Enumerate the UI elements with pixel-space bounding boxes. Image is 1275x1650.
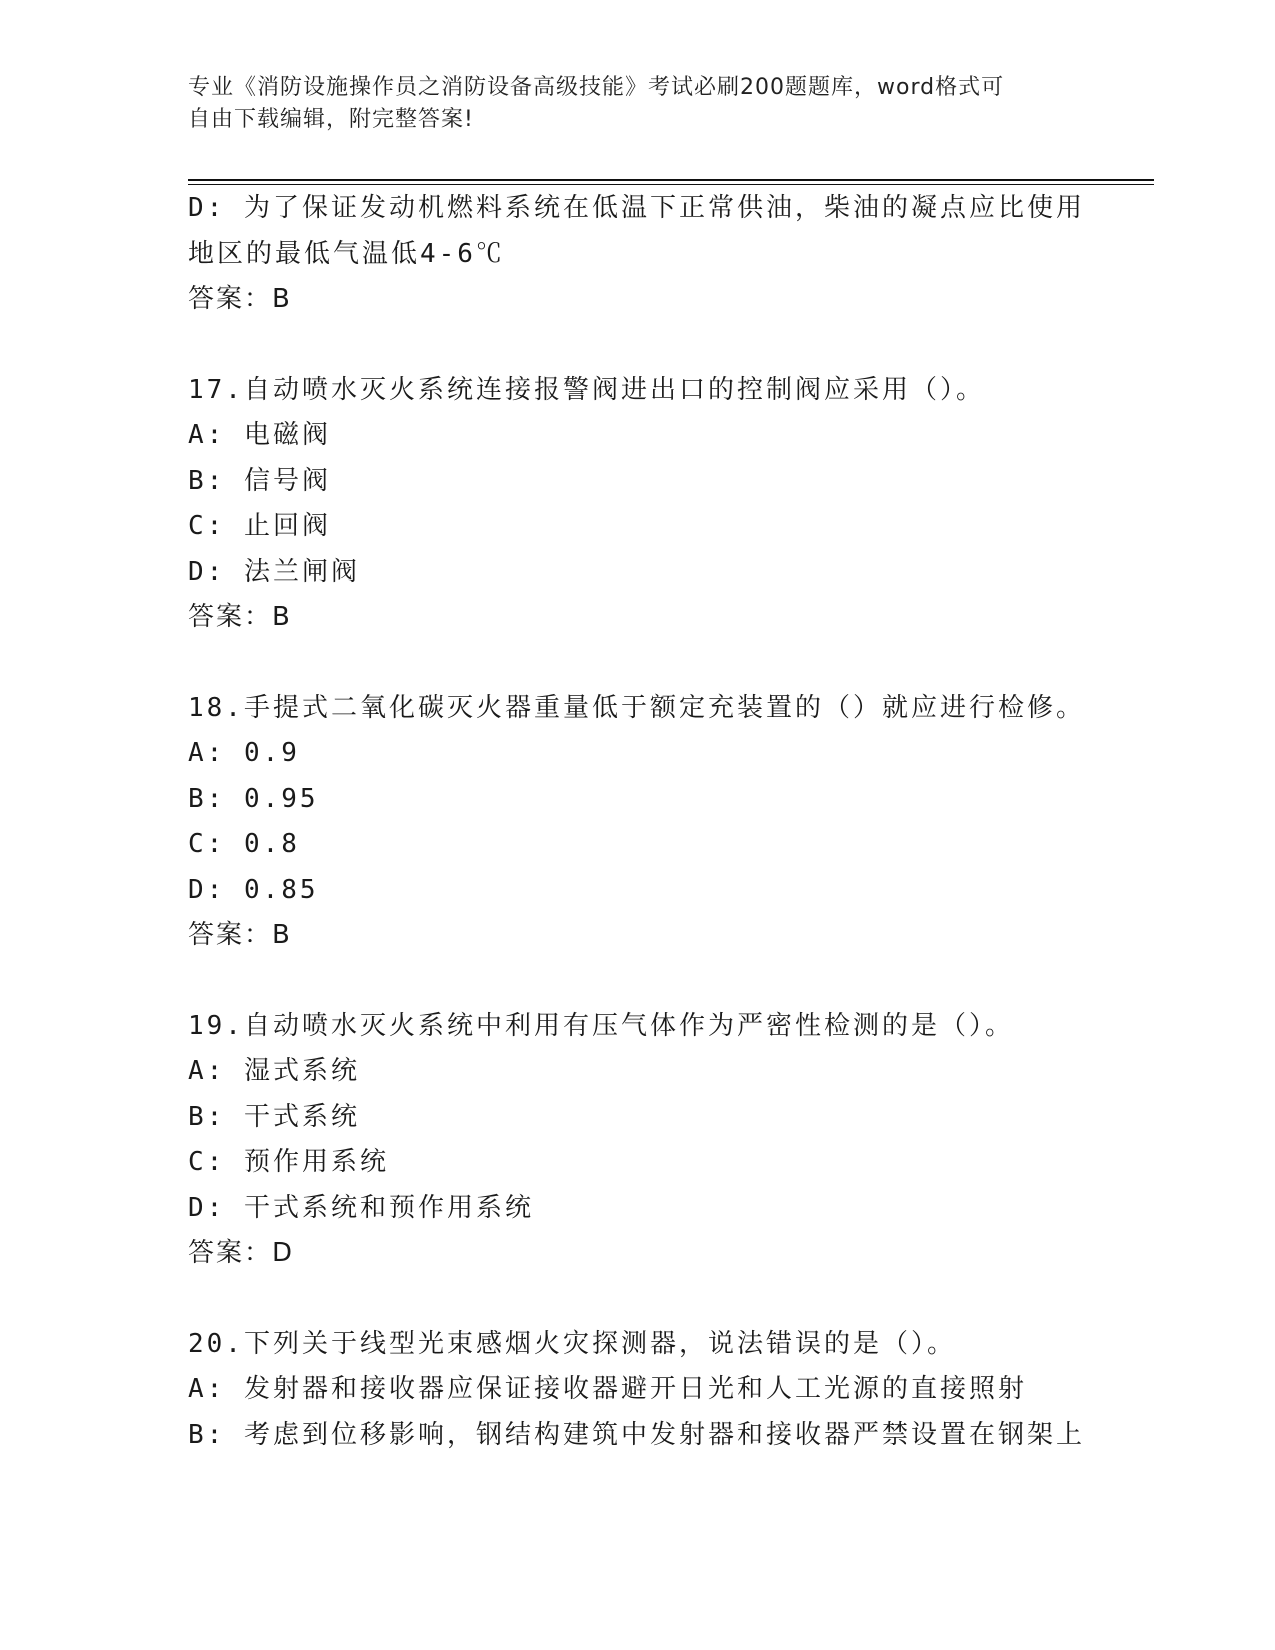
document-body — [188, 186, 1088, 1458]
header-line-1: 专业《消防设施操作员之消防设备高级技能》考试必刷200题题库，word格式可 — [188, 75, 1005, 100]
question-stem: 20.下列关于线型光束感烟火灾探测器，说法错误的是（）。 — [188, 1328, 956, 1359]
question-19 — [188, 1004, 1088, 1277]
option-c: C: 预作用系统 — [188, 1147, 389, 1177]
option-b: B: 0.95 — [188, 783, 319, 814]
question-stem: 18.手提式二氧化碳灭火器重量低于额定充装置的（）就应进行检修。 — [188, 692, 1085, 723]
header-rule-thick — [188, 179, 1154, 181]
option-a: A: 湿式系统 — [188, 1056, 360, 1086]
option-a: A: 0.9 — [188, 738, 300, 768]
option-d: D: 法兰闸阀 — [188, 556, 360, 587]
question-stem: 17.自动喷水灭火系统连接报警阀进出口的控制阀应采用（）。 — [188, 374, 985, 405]
answer-line: 答案：B — [188, 284, 292, 314]
answer-line: 答案：D — [188, 1238, 295, 1268]
header-line-2: 自由下载编辑，附完整答案! — [188, 107, 474, 132]
document-header — [188, 72, 1068, 136]
answer-line: 答案：B — [188, 920, 292, 950]
answer-line: 答案：B — [188, 602, 292, 632]
question-16-continued — [188, 186, 1088, 323]
question-20 — [188, 1322, 1088, 1459]
option-b: B: 考虑到位移影响，钢结构建筑中发射器和接收器严禁设置在钢架上 — [188, 1419, 1085, 1450]
option-b: B: 干式系统 — [188, 1101, 360, 1132]
option-a: A: 发射器和接收器应保证接收器避开日光和人工光源的直接照射 — [188, 1374, 1027, 1404]
question-17 — [188, 368, 1088, 641]
option-c: C: 止回阀 — [188, 511, 331, 541]
option-d-line-2: 地区的最低气温低4-6℃ — [188, 238, 505, 269]
question-stem: 19.自动喷水灭火系统中利用有压气体作为严密性检测的是（）。 — [188, 1010, 1014, 1041]
option-a: A: 电磁阀 — [188, 420, 331, 450]
header-rule-thin — [188, 184, 1154, 185]
option-d: D: 干式系统和预作用系统 — [188, 1192, 534, 1223]
option-c: C: 0.8 — [188, 829, 300, 859]
option-d: D: 0.85 — [188, 874, 319, 905]
question-18 — [188, 686, 1088, 959]
option-d-line-1: D: 为了保证发动机燃料系统在低温下正常供油，柴油的凝点应比使用 — [188, 193, 1085, 223]
option-b: B: 信号阀 — [188, 465, 331, 496]
